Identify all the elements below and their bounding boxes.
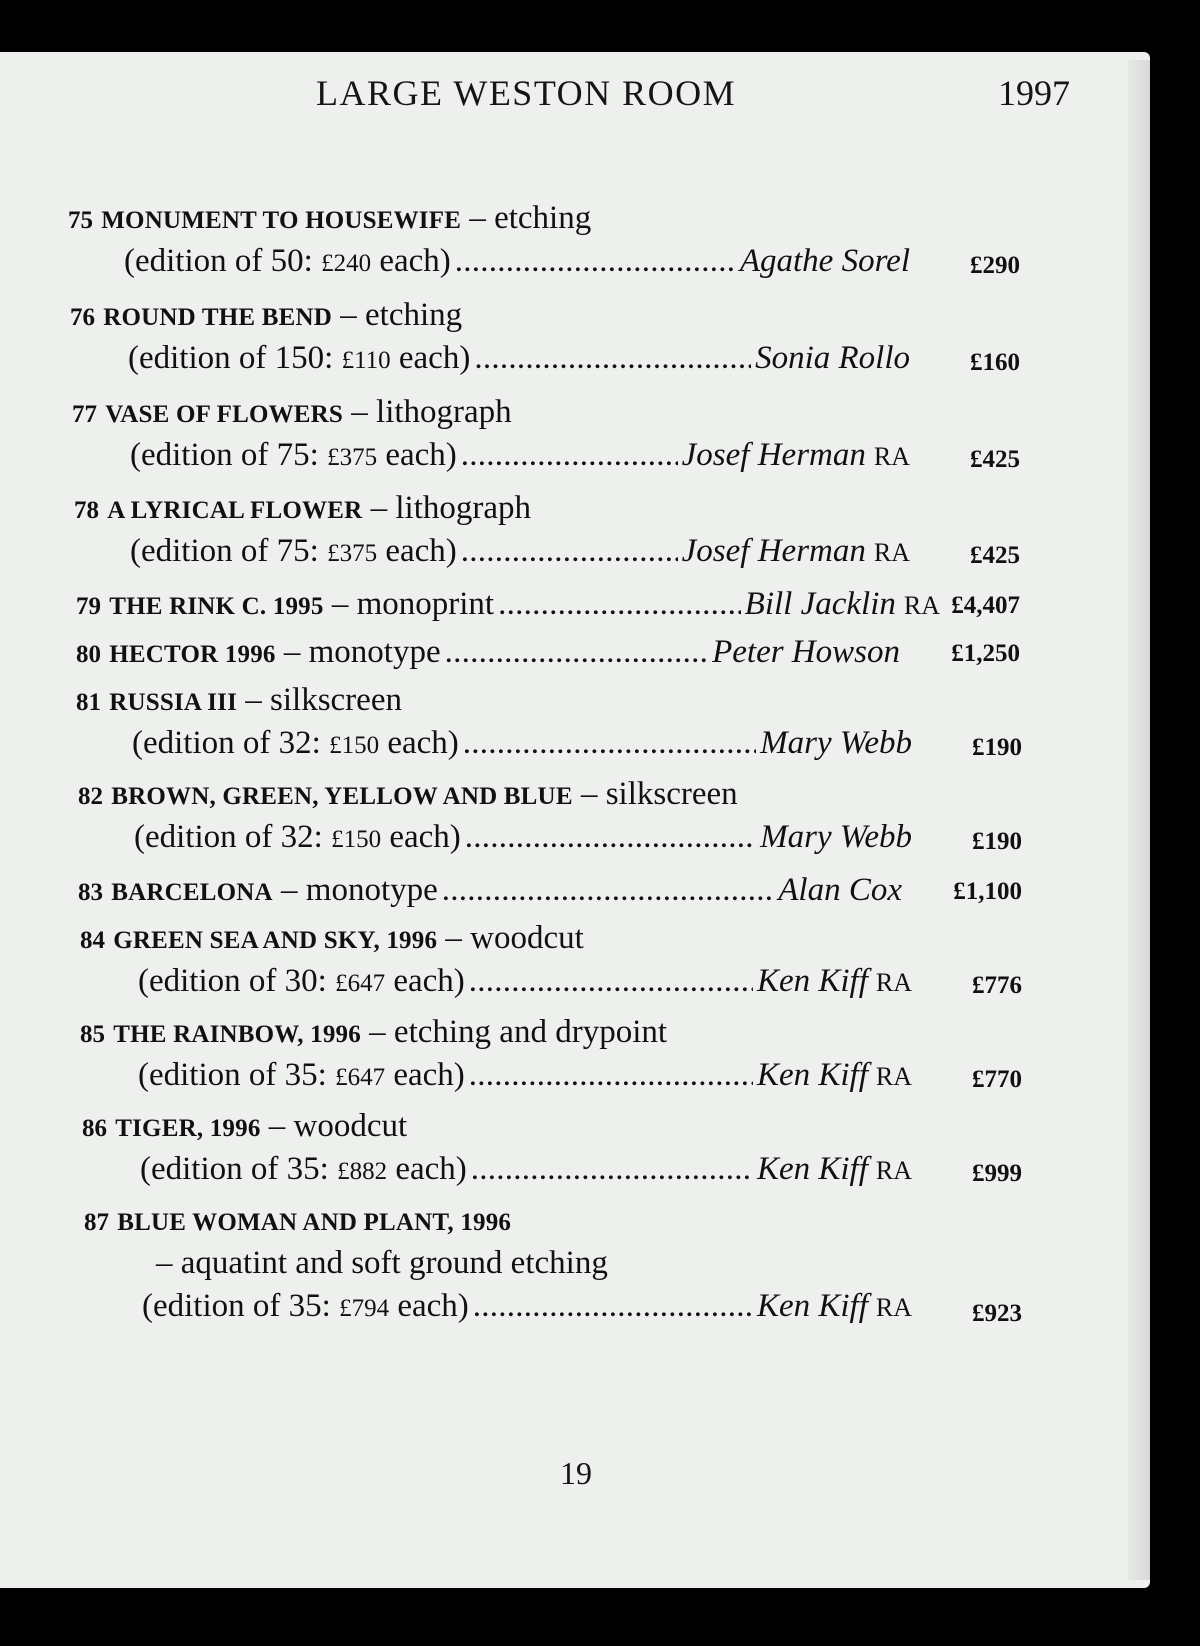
entry-medium: – monoprint <box>323 586 495 622</box>
page-number: 19 <box>560 1455 592 1491</box>
entry-number: 83 <box>78 879 103 906</box>
entry-title: A LYRICAL FLOWER <box>107 497 363 524</box>
entry-title: GREEN SEA AND SKY, 1996 <box>113 927 438 954</box>
price: £1,100 <box>953 878 1022 905</box>
entry-number: 86 <box>82 1115 107 1142</box>
ra-label: RA <box>875 1293 912 1322</box>
entry-medium: – woodcut <box>260 1108 408 1144</box>
artist-name: Ken Kiff <box>756 963 868 999</box>
artist-name: Bill Jacklin <box>744 586 896 622</box>
entry-number: 87 <box>84 1209 109 1236</box>
edition-info: (edition of 32: £150 each) <box>132 725 459 761</box>
ra-label: RA <box>903 591 940 620</box>
price: £999 <box>972 1160 1022 1187</box>
dot-leader <box>469 1057 753 1094</box>
catalogue-entry <box>78 776 1022 856</box>
entry-number: 80 <box>76 641 101 668</box>
dot-leader <box>442 872 774 909</box>
ra-label: RA <box>875 968 912 997</box>
ra-label: RA <box>875 1062 912 1091</box>
dot-leader <box>463 725 756 762</box>
entry-title: THE RAINBOW, 1996 <box>113 1021 361 1048</box>
catalogue-entry <box>70 297 1020 377</box>
entry-medium: – monotype <box>272 872 438 908</box>
entry-number: 79 <box>76 593 101 620</box>
catalogue-entry <box>74 490 1020 570</box>
ra-label: RA <box>875 1156 912 1185</box>
entry-medium: – lithograph <box>362 490 532 526</box>
catalogue-entry <box>84 1202 1022 1325</box>
edition-info: (edition of 30: £647 each) <box>138 963 465 999</box>
artist-name: Josef Herman <box>681 533 866 569</box>
price: £190 <box>972 828 1022 855</box>
ra-label: RA <box>873 442 910 471</box>
page-edge <box>1128 60 1150 1580</box>
dot-leader <box>461 437 678 474</box>
edition-info: (edition of 50: £240 each) <box>124 243 451 279</box>
catalogue-entry <box>68 200 1020 280</box>
artist-name: Ken Kiff <box>756 1057 868 1093</box>
dot-leader <box>471 1151 753 1188</box>
artist-name: Ken Kiff <box>756 1151 868 1187</box>
entry-title: BROWN, GREEN, YELLOW AND BLUE <box>111 783 573 810</box>
entry-title: MONUMENT TO HOUSEWIFE <box>101 207 462 234</box>
year: 1997 <box>998 73 1070 113</box>
price: £160 <box>970 349 1020 376</box>
ra-label: RA <box>873 538 910 567</box>
dot-leader <box>445 634 709 671</box>
entry-medium: – etching <box>461 200 592 236</box>
entry-title: BARCELONA <box>111 879 273 906</box>
entry-medium: – monotype <box>275 634 441 670</box>
entry-number: 77 <box>72 401 97 428</box>
catalogue-entry <box>76 682 1022 762</box>
artist-name: Sonia Rollo <box>755 340 910 376</box>
edition-info: (edition of 32: £150 each) <box>134 819 461 855</box>
entry-number: 75 <box>68 207 93 234</box>
entry-title: HECTOR 1996 <box>109 641 276 668</box>
entry-medium: – silkscreen <box>237 682 402 718</box>
entry-number: 76 <box>70 304 95 331</box>
catalogue-entry <box>76 634 1020 671</box>
price: £1,250 <box>951 640 1020 667</box>
price: £770 <box>972 1066 1022 1093</box>
entry-title: TIGER, 1996 <box>115 1115 261 1142</box>
edition-info: (edition of 35: £647 each) <box>138 1057 465 1093</box>
dot-leader <box>473 1288 753 1325</box>
catalogue-entry <box>82 1108 1022 1188</box>
entry-title: VASE OF FLOWERS <box>105 401 344 428</box>
edition-info: (edition of 75: £375 each) <box>130 437 457 473</box>
dot-leader <box>465 819 756 856</box>
entry-title: THE RINK C. 1995 <box>109 593 324 620</box>
price: £290 <box>970 252 1020 279</box>
price: £190 <box>972 734 1022 761</box>
artist-name: Peter Howson <box>712 634 900 670</box>
entry-number: 82 <box>78 783 103 810</box>
price: £425 <box>970 446 1020 473</box>
entry-medium: – etching and drypoint <box>360 1014 668 1050</box>
edition-info: (edition of 35: £882 each) <box>140 1151 467 1187</box>
entry-medium: – lithograph <box>343 394 512 430</box>
entry-title: ROUND THE BEND <box>103 304 333 331</box>
entry-medium: – woodcut <box>437 920 584 956</box>
entry-title: RUSSIA III <box>109 689 238 716</box>
catalogue-entry <box>76 586 1070 623</box>
dot-leader <box>498 586 741 623</box>
entry-number: 85 <box>80 1021 105 1048</box>
artist-name: Ken Kiff <box>756 1288 868 1324</box>
edition-info: (edition of 150: £110 each) <box>128 340 471 376</box>
entry-medium: – silkscreen <box>572 776 738 812</box>
catalogue-entry <box>72 394 1020 474</box>
artist-name: Josef Herman <box>681 437 866 473</box>
artist-name: Agathe Sorel <box>739 243 910 279</box>
price: £4,407 <box>951 592 1020 619</box>
entry-number: 78 <box>74 497 99 524</box>
artist-name: Mary Webb <box>760 725 912 761</box>
artist-name: Alan Cox <box>778 872 902 908</box>
page-header <box>0 72 1150 112</box>
edition-info: (edition of 35: £794 each) <box>142 1288 469 1324</box>
dot-leader <box>461 533 678 570</box>
entry-number: 84 <box>80 927 105 954</box>
catalogue-entry <box>78 872 1022 909</box>
entry-number: 81 <box>76 689 101 716</box>
edition-info: (edition of 75: £375 each) <box>130 533 457 569</box>
artist-name: Mary Webb <box>760 819 912 855</box>
dot-leader <box>469 963 753 1000</box>
entry-medium: – etching <box>332 297 463 333</box>
entry-title: BLUE WOMAN AND PLANT, 1996 <box>117 1209 512 1236</box>
room-title: LARGE WESTON ROOM <box>316 73 737 113</box>
dot-leader <box>474 340 751 377</box>
dot-leader <box>455 243 736 280</box>
price: £923 <box>972 1300 1022 1327</box>
catalogue-entry <box>80 1014 1022 1094</box>
entry-medium: – aquatint and soft ground etching <box>156 1245 608 1281</box>
price: £425 <box>970 542 1020 569</box>
price: £776 <box>972 972 1022 999</box>
catalogue-entry <box>80 920 1022 1000</box>
